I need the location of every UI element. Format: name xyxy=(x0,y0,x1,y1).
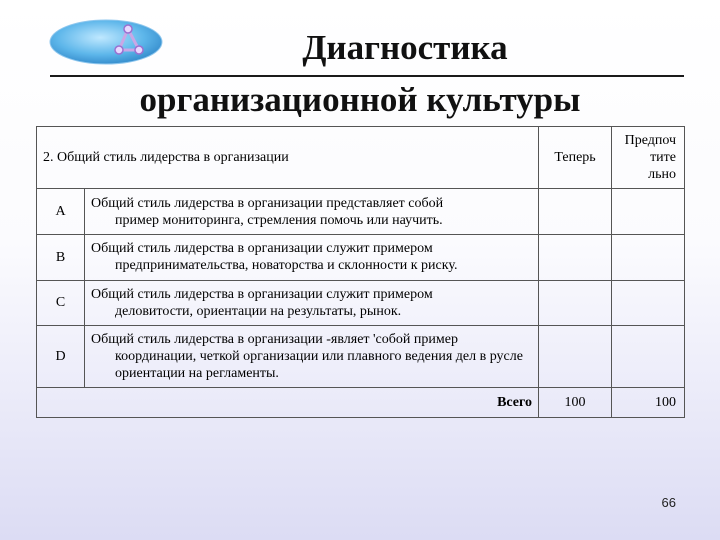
preferred-score-cell[interactable] xyxy=(612,189,685,235)
page-title-line-2: организационной культуры xyxy=(139,80,581,119)
question-header: 2. Общий стиль лидерства в организации xyxy=(37,127,539,189)
now-score-cell[interactable] xyxy=(539,280,612,325)
row-statement: Общий стиль лидерства в организации представляет собой пример мониторинга, стремления помочь или научить. xyxy=(85,189,539,235)
preferred-score-cell[interactable] xyxy=(612,325,685,387)
now-score-cell[interactable] xyxy=(539,325,612,387)
table-row xyxy=(37,325,685,387)
table-row xyxy=(37,280,685,325)
page-number: 66 xyxy=(661,495,676,510)
preferred-score-cell[interactable] xyxy=(612,235,685,280)
table-row xyxy=(37,235,685,280)
page-title-line-1: Диагностика xyxy=(302,28,508,67)
total-row xyxy=(37,387,685,417)
leadership-style-table xyxy=(36,126,685,418)
total-preferred-value: 100 xyxy=(612,387,685,417)
row-statement: Общий стиль лидерства в организации служит примером деловитости, ориентации на результаты, рынок. xyxy=(85,280,539,325)
table-header-row xyxy=(37,127,685,189)
now-column-header: Теперь xyxy=(539,127,612,189)
total-now-value: 100 xyxy=(539,387,612,417)
table-row xyxy=(37,189,685,235)
row-letter: D xyxy=(37,325,85,387)
row-statement: Общий стиль лидерства в организации -являет 'собой пример координации, четкой организации или плавного ведения дел в русле ориентации на регламенты. xyxy=(85,325,539,387)
row-letter: C xyxy=(37,280,85,325)
logo xyxy=(48,18,164,66)
preferred-score-cell[interactable] xyxy=(612,280,685,325)
now-score-cell[interactable] xyxy=(539,235,612,280)
now-score-cell[interactable] xyxy=(539,189,612,235)
row-letter: A xyxy=(37,189,85,235)
row-letter: B xyxy=(37,235,85,280)
title-divider xyxy=(50,75,684,77)
row-statement: Общий стиль лидерства в организации служит примером предпринимательства, новаторства и склонности к риску. xyxy=(85,235,539,280)
preferred-column-header: Предпоч тите льно xyxy=(612,127,685,189)
total-label: Всего xyxy=(37,387,539,417)
